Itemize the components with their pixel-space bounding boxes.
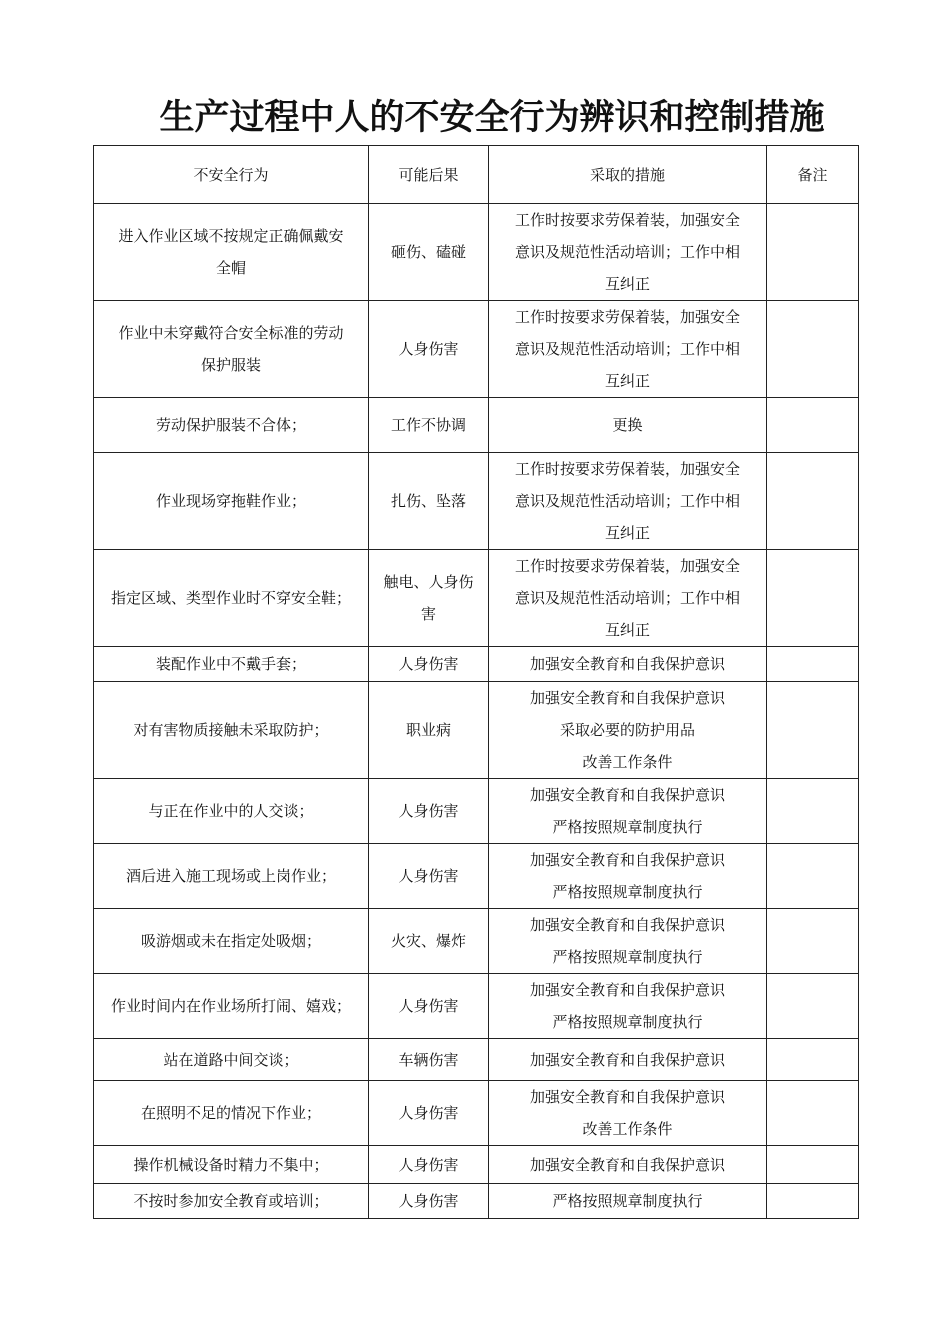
behavior-cell-line: 装配作业中不戴手套； [155, 655, 306, 673]
measures-cell-line: 严格按照规章制度执行 [552, 818, 703, 836]
measures-cell-line: 加强安全教育和自我保护意识 [529, 1050, 725, 1069]
measures-cell-line: 采取必要的防护用品 [559, 721, 695, 739]
measures-cell-line: 加强安全教育和自我保护意识 [529, 916, 725, 934]
hazard-table [93, 145, 859, 1219]
measures-cell-line: 加强安全教育和自我保护意识 [529, 851, 725, 869]
measures-cell-line: 加强安全教育和自我保护意识 [529, 981, 725, 999]
behavior-cell [94, 398, 369, 453]
consequence-cell [369, 844, 489, 909]
consequence-cell-line: 职业病 [405, 721, 451, 739]
consequence-cell [369, 974, 489, 1039]
behavior-cell [94, 844, 369, 909]
consequence-cell-line: 车辆伤害 [398, 1050, 459, 1069]
header-cell: 可能后果 [369, 146, 489, 204]
note-cell [767, 682, 859, 779]
measures-cell [489, 844, 767, 909]
behavior-cell-line: 站在道路中间交谈； [163, 1050, 299, 1069]
behavior-cell [94, 1146, 369, 1184]
measures-cell [489, 779, 767, 844]
consequence-cell [369, 1146, 489, 1184]
note-cell [767, 1146, 859, 1184]
table-row [94, 301, 859, 398]
measures-cell [489, 647, 767, 682]
note-cell [767, 779, 859, 844]
behavior-cell-line: 在照明不足的情况下作业； [140, 1104, 321, 1122]
page-title: 生产过程中人的不安全行为辨识和控制措施 [159, 98, 825, 138]
behavior-cell [94, 1184, 369, 1219]
measures-cell-line: 意识及规范性活动培训；工作中相 [514, 340, 740, 358]
measures-cell [489, 1184, 767, 1219]
table-row [94, 1146, 859, 1184]
consequence-cell-line: 人身伤害 [398, 1155, 459, 1174]
table-row [94, 204, 859, 301]
behavior-cell-line: 酒后进入施工现场或上岗作业； [125, 867, 336, 885]
measures-cell-line: 加强安全教育和自我保护意识 [529, 1088, 725, 1106]
note-cell [767, 1184, 859, 1219]
consequence-cell [369, 1184, 489, 1219]
consequence-cell-line: 人身伤害 [398, 867, 459, 885]
table-row [94, 909, 859, 974]
consequence-cell-line: 人身伤害 [398, 997, 459, 1015]
table-row [94, 453, 859, 550]
measures-cell-line: 互纠正 [604, 275, 650, 293]
behavior-cell [94, 453, 369, 550]
consequence-cell-line: 砸伤、磕碰 [390, 243, 466, 261]
behavior-cell [94, 1081, 369, 1146]
measures-cell [489, 974, 767, 1039]
note-cell [767, 844, 859, 909]
consequence-cell [369, 909, 489, 974]
behavior-cell-line: 作业时间内在作业场所打闹、嬉戏； [110, 997, 351, 1015]
behavior-cell-line: 作业现场穿拖鞋作业； [155, 492, 306, 510]
consequence-cell [369, 1039, 489, 1081]
measures-cell-line: 严格按照规章制度执行 [552, 1192, 703, 1210]
consequence-cell [369, 301, 489, 398]
note-cell [767, 1081, 859, 1146]
table-row [94, 1039, 859, 1081]
consequence-cell [369, 1081, 489, 1146]
consequence-cell-line: 触电、人身伤 [383, 573, 474, 591]
behavior-cell [94, 647, 369, 682]
behavior-cell [94, 301, 369, 398]
measures-cell-line: 工作时按要求劳保着装，加强安全 [514, 557, 740, 575]
consequence-cell-line: 人身伤害 [398, 1104, 459, 1122]
measures-cell-line: 加强安全教育和自我保护意识 [529, 655, 725, 673]
behavior-cell-line: 吸游烟或未在指定处吸烟； [140, 932, 321, 950]
measures-cell-line: 加强安全教育和自我保护意识 [529, 1155, 725, 1174]
table-row [94, 682, 859, 779]
measures-cell [489, 1039, 767, 1081]
consequence-cell [369, 647, 489, 682]
header-cell: 采取的措施 [489, 146, 767, 204]
consequence-cell-line: 人身伤害 [398, 1192, 459, 1210]
behavior-cell [94, 550, 369, 647]
note-cell [767, 550, 859, 647]
table-row [94, 779, 859, 844]
table-row [94, 844, 859, 909]
consequence-cell [369, 204, 489, 301]
measures-cell-line: 互纠正 [604, 372, 650, 390]
table-row [94, 974, 859, 1039]
consequence-cell [369, 550, 489, 647]
header-cell: 不安全行为 [94, 146, 369, 204]
behavior-cell [94, 204, 369, 301]
measures-cell-line: 意识及规范性活动培训；工作中相 [514, 492, 740, 510]
behavior-cell [94, 779, 369, 844]
consequence-cell-line: 人身伤害 [398, 655, 459, 673]
measures-cell-line: 严格按照规章制度执行 [552, 948, 703, 966]
consequence-cell-line: 害 [420, 605, 436, 623]
consequence-cell-line: 扎伤、坠落 [390, 492, 466, 510]
consequence-cell [369, 779, 489, 844]
measures-cell-line: 严格按照规章制度执行 [552, 1013, 703, 1031]
behavior-cell-line: 全帽 [215, 259, 246, 277]
measures-cell-line: 意识及规范性活动培训；工作中相 [514, 243, 740, 261]
consequence-cell-line: 工作不协调 [390, 416, 466, 434]
consequence-cell-line: 火灾、爆炸 [390, 932, 466, 950]
measures-cell-line: 改善工作条件 [582, 753, 673, 771]
measures-cell [489, 398, 767, 453]
table-row [94, 1184, 859, 1219]
measures-cell [489, 1146, 767, 1184]
consequence-cell-line: 人身伤害 [398, 802, 459, 820]
measures-cell-line: 严格按照规章制度执行 [552, 883, 703, 901]
consequence-cell-line: 人身伤害 [398, 340, 459, 358]
behavior-cell [94, 974, 369, 1039]
note-cell [767, 974, 859, 1039]
header-cell: 备注 [767, 146, 859, 204]
behavior-cell [94, 1039, 369, 1081]
table-row [94, 398, 859, 453]
consequence-cell [369, 453, 489, 550]
measures-cell-line: 工作时按要求劳保着装，加强安全 [514, 308, 740, 326]
measures-cell [489, 909, 767, 974]
behavior-cell-line: 指定区域、类型作业时不穿安全鞋； [110, 589, 351, 607]
table-row [94, 1081, 859, 1146]
note-cell [767, 398, 859, 453]
note-cell [767, 1039, 859, 1081]
measures-cell-line: 改善工作条件 [582, 1120, 673, 1138]
behavior-cell [94, 909, 369, 974]
behavior-cell [94, 682, 369, 779]
behavior-cell-line: 不按时参加安全教育或培训； [133, 1192, 329, 1210]
measures-cell [489, 301, 767, 398]
measures-cell-line: 加强安全教育和自我保护意识 [529, 689, 725, 707]
behavior-cell-line: 劳动保护服装不合体； [155, 416, 306, 434]
table-header-row [94, 146, 859, 204]
table-row [94, 550, 859, 647]
measures-cell [489, 682, 767, 779]
measures-cell [489, 550, 767, 647]
behavior-cell-line: 操作机械设备时精力不集中； [133, 1155, 329, 1174]
measures-cell-line: 互纠正 [604, 621, 650, 639]
measures-cell-line: 更换 [612, 416, 643, 434]
consequence-cell [369, 682, 489, 779]
measures-cell [489, 453, 767, 550]
measures-cell-line: 加强安全教育和自我保护意识 [529, 786, 725, 804]
note-cell [767, 909, 859, 974]
note-cell [767, 647, 859, 682]
behavior-cell-line: 进入作业区域不按规定正确佩戴安 [118, 227, 344, 245]
measures-cell-line: 工作时按要求劳保着装，加强安全 [514, 211, 740, 229]
behavior-cell-line: 对有害物质接触未采取防护； [133, 721, 329, 739]
behavior-cell-line: 保护服装 [200, 356, 261, 374]
measures-cell [489, 204, 767, 301]
table-row [94, 647, 859, 682]
note-cell [767, 301, 859, 398]
measures-cell-line: 意识及规范性活动培训；工作中相 [514, 589, 740, 607]
measures-cell [489, 1081, 767, 1146]
measures-cell-line: 工作时按要求劳保着装，加强安全 [514, 460, 740, 478]
measures-cell-line: 互纠正 [604, 524, 650, 542]
consequence-cell [369, 398, 489, 453]
note-cell [767, 204, 859, 301]
behavior-cell-line: 作业中未穿戴符合安全标准的劳动 [118, 324, 344, 342]
behavior-cell-line: 与正在作业中的人交谈； [148, 802, 314, 820]
note-cell [767, 453, 859, 550]
